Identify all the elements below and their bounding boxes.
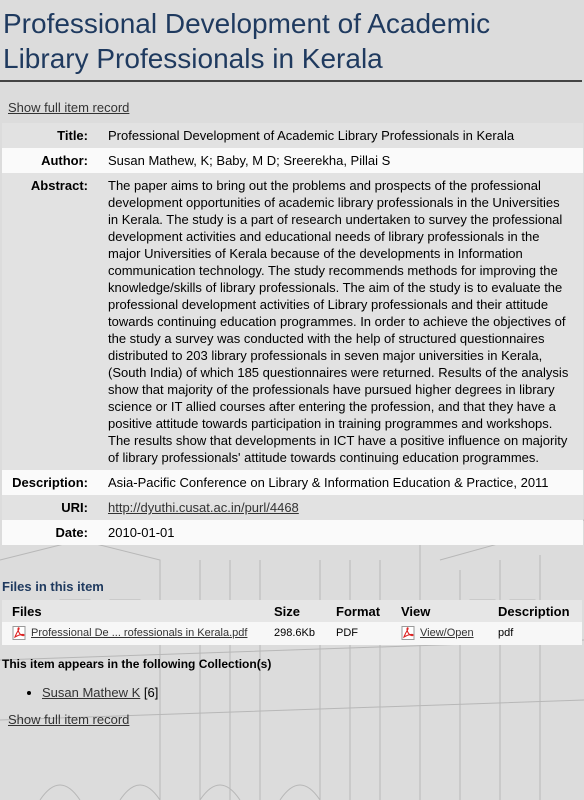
metadata-row-abstract xyxy=(2,173,583,470)
list-item xyxy=(42,685,584,700)
metadata-value: The paper aims to bring out the problems and prospects of the professional development opportunities of academic library professionals in the Universities in Kerala. The study is a part of research undertaken to survey the professional development activities and educational needs of library professionals in the major Universities of Kerala because of the developments in Information communication technology. The study recommends methods for improving the knowledge/skills of library professionals. The aim of the study is to evaluate the professional development activities of Library professionals and their attitude towards continuing education programmes. In order to achieve the objectives of the study a survey was conducted with the help of structured questionnaires distributed to 203 library professionals in seven major universities in Kerala, (South India) of which 185 questionnaires were returned. Results of the analysis show that majority of the professionals have pursued higher degrees in library science or IT allied courses after entering the profession, and that they have a positive attitude towards participation in training programmes and workshops. The results show that developments in ICT have a positive influence on majority of library professionals' attitude towards continuing education programmes. xyxy=(108,173,583,470)
metadata-row-description xyxy=(2,470,583,495)
page-title: Professional Development of Academic Library Professionals in Kerala xyxy=(0,0,582,82)
metadata-label: Abstract: xyxy=(2,173,108,470)
show-full-record-link[interactable]: Show full item record xyxy=(8,100,130,115)
file-size: 298.6Kb xyxy=(264,622,326,645)
collection-link[interactable]: Susan Mathew K xyxy=(42,685,141,700)
collection-count: [6] xyxy=(143,685,159,700)
view-open-link[interactable]: View/Open xyxy=(420,626,474,639)
metadata-value: Professional Development of Academic Library Professionals in Kerala xyxy=(108,123,583,148)
files-header-row xyxy=(2,600,582,622)
files-section-title: Files in this item xyxy=(2,579,104,594)
show-full-record-link-bottom[interactable]: Show full item record xyxy=(8,712,130,727)
file-description: pdf xyxy=(488,622,582,645)
files-table xyxy=(2,600,582,645)
metadata-label: Author: xyxy=(2,148,108,173)
metadata-row-author xyxy=(2,148,583,173)
metadata-row-uri xyxy=(2,495,583,520)
metadata-row-title xyxy=(2,123,583,148)
collections-title: This item appears in the following Collection(s) xyxy=(2,657,272,671)
format-header: Format xyxy=(326,600,391,622)
collections-list xyxy=(0,685,584,700)
file-row xyxy=(2,622,582,645)
view-header: View xyxy=(391,600,488,622)
metadata-value: Asia-Pacific Conference on Library & Information Education & Practice, 2011 xyxy=(108,470,583,495)
metadata-table xyxy=(2,123,583,545)
uri-link[interactable]: http://dyuthi.cusat.ac.in/purl/4468 xyxy=(108,500,299,515)
metadata-label: URI: xyxy=(2,495,108,520)
pdf-icon xyxy=(401,626,416,640)
pdf-icon xyxy=(12,626,27,640)
metadata-label: Title: xyxy=(2,123,108,148)
metadata-row-date xyxy=(2,520,583,545)
files-header: Files xyxy=(2,600,264,622)
file-name-link[interactable]: Professional De ... rofessionals in Kerala.pdf xyxy=(31,626,248,639)
metadata-value: 2010-01-01 xyxy=(108,520,583,545)
description-header: Description xyxy=(488,600,582,622)
metadata-value: Susan Mathew, K; Baby, M D; Sreerekha, Pillai S xyxy=(108,148,583,173)
metadata-label: Date: xyxy=(2,520,108,545)
file-format: PDF xyxy=(326,622,391,645)
size-header: Size xyxy=(264,600,326,622)
metadata-label: Description: xyxy=(2,470,108,495)
